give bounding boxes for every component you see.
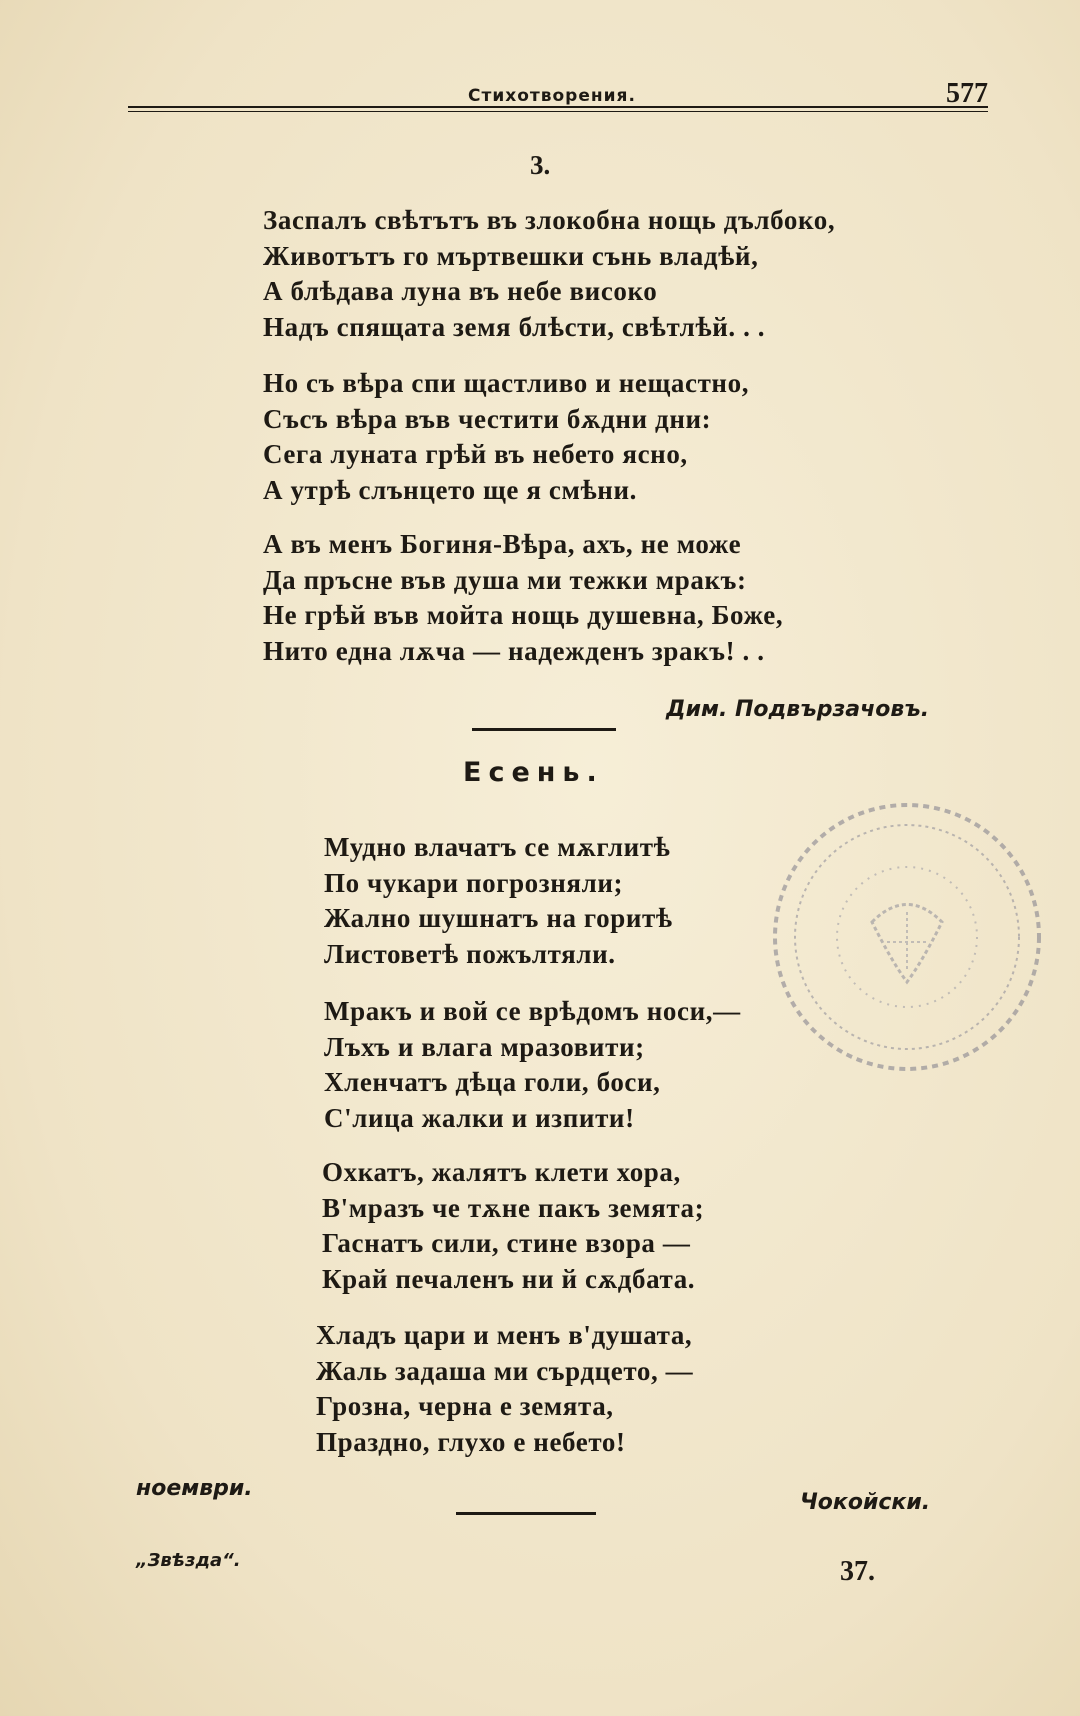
verse-line: Надъ спящата земя блѣсти, свѣтлѣй. . . [263, 311, 766, 342]
poem2-stanza-2 [324, 994, 741, 1136]
verse-line: Листоветѣ пожълтяли. [324, 938, 616, 969]
verse-line: Гаснатъ сили, стине взора — [322, 1228, 691, 1258]
verse-line: Да пръсне във душа ми тежки мракъ: [263, 564, 747, 595]
verse-line: С'лица жалки и изпити! [324, 1102, 635, 1133]
verse-line: Мудно влачатъ се мѫглитѣ [324, 832, 671, 862]
verse-line: Лъхъ и влага мразовити; [324, 1031, 645, 1062]
verse-line: А въ менъ Богиня-Вѣра, ахъ, не може [263, 529, 742, 559]
verse-line: В'мразъ че тѫне пакъ земята; [322, 1192, 705, 1223]
library-stamp-icon [762, 792, 1052, 1082]
divider [472, 728, 616, 731]
verse-line: А блѣдава луна въ небе високо [263, 276, 658, 306]
verse-line: Но съ вѣра спи щастливо и нещастно, [263, 368, 750, 398]
verse-line: Мракъ и вой се врѣдомъ носи,— [324, 996, 741, 1026]
verse-line: Сега луната грѣй въ небето ясно, [263, 439, 688, 469]
verse-line: Грозна, черна е земята, [316, 1391, 614, 1421]
verse-line: Жаль задаша ми сърдцето, — [316, 1355, 694, 1386]
verse-line: Жално шушнатъ на горитѣ [324, 903, 673, 933]
poem2-stanza-3 [322, 1155, 704, 1297]
verse-line: Праздно, глухо е небето! [316, 1426, 626, 1457]
header-rule-thin [128, 111, 988, 112]
poem1-stanza-2 [263, 366, 749, 508]
poem2-date: ноември. [136, 1476, 253, 1501]
verse-line: А утрѣ слънцето ще я смѣни. [263, 474, 637, 505]
verse-line: Нито една лѫча — надежденъ зракъ! . . [263, 635, 765, 666]
verse-line: Животътъ го мъртвешки сънь владѣй, [263, 240, 759, 271]
verse-line: Хленчатъ дѣца голи, боси, [324, 1067, 661, 1097]
verse-line: Не грѣй във мойта нощь душевна, Боже, [263, 600, 784, 630]
poem2-stanza-4 [316, 1318, 693, 1460]
poem2-title: Есень. [463, 757, 604, 788]
divider-bottom [456, 1512, 596, 1515]
footer-signature: „Звѣзда“. [136, 1550, 241, 1571]
poem2-stanza-1 [324, 830, 673, 972]
header-rule [128, 106, 988, 108]
sheet-number: 37. [840, 1556, 875, 1587]
poem1-stanza-3 [263, 527, 783, 669]
verse-line: Заспалъ свѣтътъ въ злокобна нощь дълбоко, [263, 205, 836, 235]
verse-line: По чукари погрозняли; [324, 867, 624, 898]
poem-number: 3. [530, 150, 551, 180]
poem1-stanza-1 [263, 203, 835, 345]
running-title: Стихотворения. [468, 86, 636, 106]
poem2-author: Чокойски. [800, 1490, 931, 1515]
verse-line: Охкатъ, жалятъ клети хора, [322, 1157, 681, 1187]
verse-line: Край печаленъ ни й сѫдбата. [322, 1263, 696, 1294]
page-number: 577 [946, 78, 988, 109]
poem1-author: Дим. Подвързачовъ. [666, 697, 930, 722]
verse-line: Хладъ цари и менъ в'душата, [316, 1320, 693, 1350]
verse-line: Съсъ вѣра във честити бѫдни дни: [263, 403, 712, 434]
